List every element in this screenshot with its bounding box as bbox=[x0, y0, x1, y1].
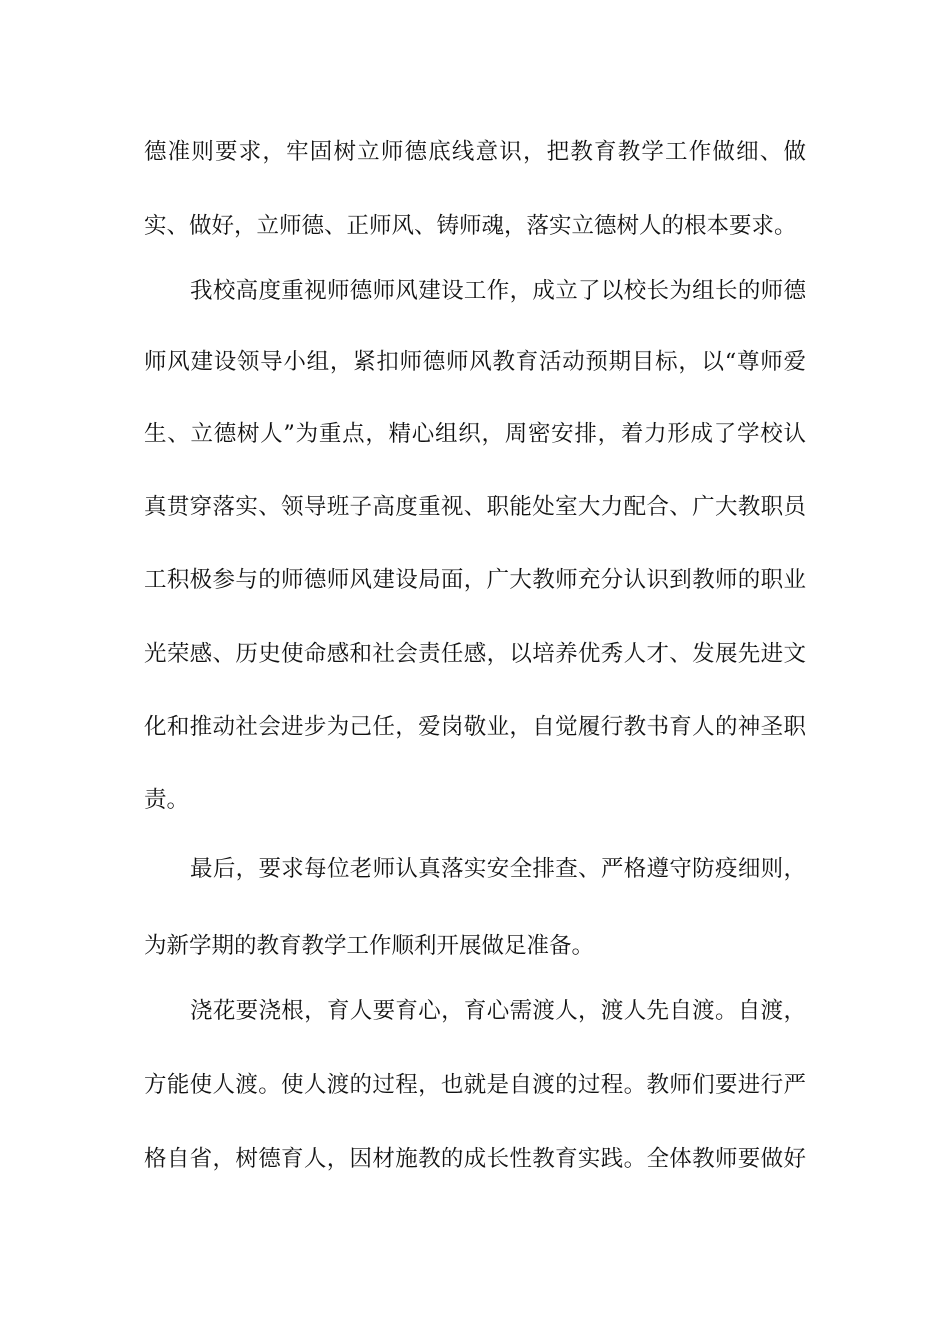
text-line: 方能使人渡。使人渡的过程，也就是自渡的过程。教师们要进行严 bbox=[144, 1072, 806, 1098]
text-line: 浇花要浇根，育人要育心，育心需渡人，渡人先自渡。自渡， bbox=[190, 998, 806, 1024]
text-line: 责。 bbox=[144, 787, 190, 813]
text-line: 格自省，树德育人，因材施教的成长性教育实践。全体教师要做好 bbox=[144, 1146, 806, 1172]
text-line: 德准则要求，牢固树立师德底线意识，把教育教学工作做细、做 bbox=[144, 139, 806, 165]
text-line: 生、立德树人”为重点，精心组织，周密安排，着力形成了学校认 bbox=[144, 421, 806, 447]
text-line: 工积极参与的师德师风建设局面，广大教师充分认识到教师的职业 bbox=[144, 567, 806, 593]
text-line: 光荣感、历史使命感和社会责任感，以培养优秀人才、发展先进文 bbox=[144, 641, 806, 667]
text-line: 我校高度重视师德师风建设工作，成立了以校长为组长的师德 bbox=[190, 278, 806, 304]
text-line: 实、做好，立师德、正师风、铸师魂，落实立德树人的根本要求。 bbox=[144, 213, 797, 239]
text-line: 为新学期的教育教学工作顺利开展做足准备。 bbox=[144, 933, 595, 959]
text-line: 师风建设领导小组，紧扣师德师风教育活动预期目标，以“尊师爱 bbox=[144, 349, 806, 375]
text-line: 化和推动社会进步为己任，爱岗敬业，自觉履行教书育人的神圣职 bbox=[144, 714, 806, 740]
text-line: 真贯穿落实、领导班子高度重视、职能处室大力配合、广大教职员 bbox=[144, 494, 806, 520]
text-line: 最后，要求每位老师认真落实安全排查、严格遵守防疫细则， bbox=[190, 856, 806, 882]
